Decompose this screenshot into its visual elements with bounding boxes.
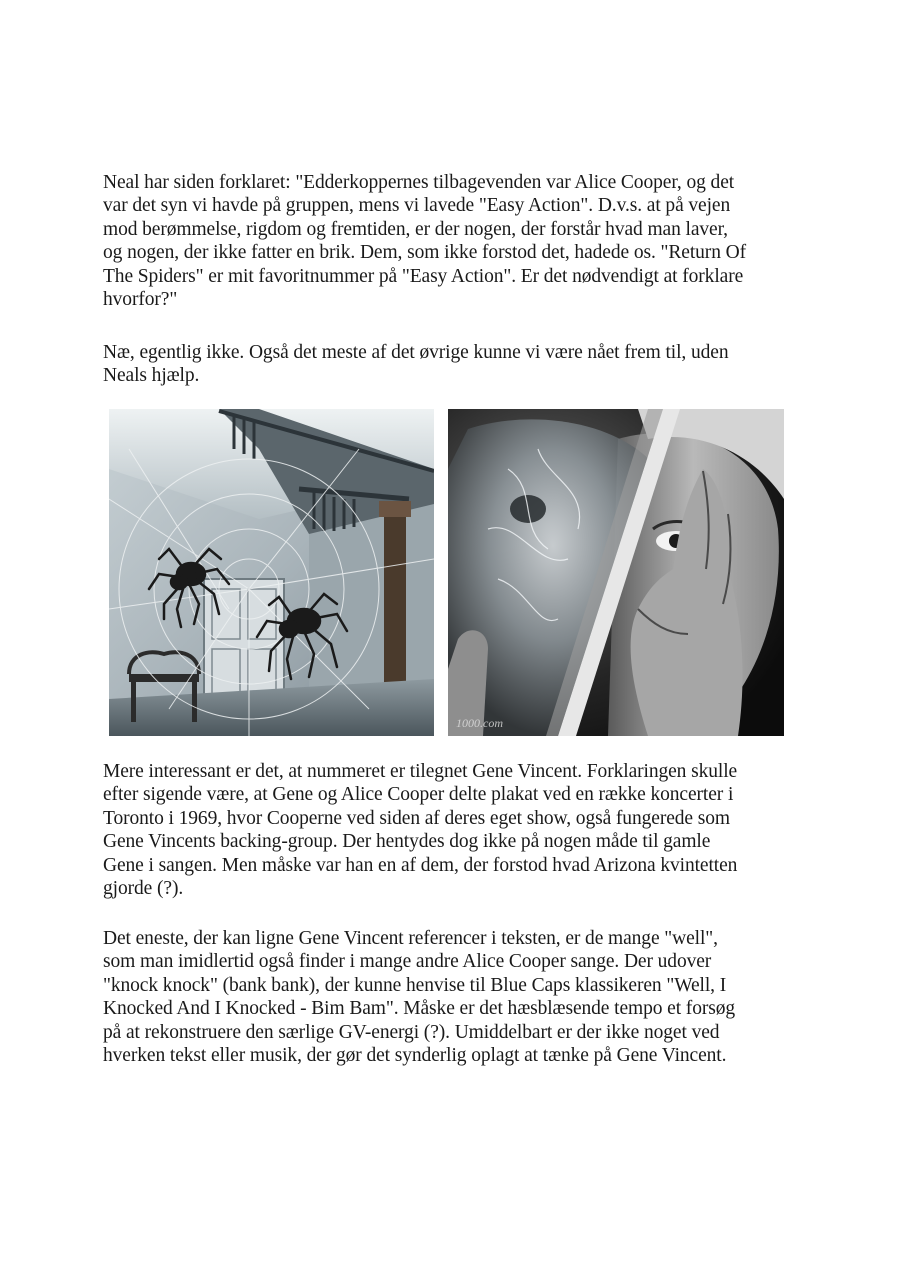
paragraph-2 bbox=[103, 341, 793, 388]
text-line: var det syn vi havde på gruppen, mens vi lavede "Easy Action". D.v.s. at på vejen bbox=[103, 195, 731, 217]
text-line: "knock knock" (bank bank), der kunne henvise til Blue Caps klassikeren "Well, I bbox=[103, 974, 727, 996]
xray-face-photo bbox=[448, 409, 784, 736]
xray-face-illustration bbox=[448, 409, 784, 736]
text-line: Mere interessant er det, at nummeret er tilegnet Gene Vincent. Forklaringen skulle bbox=[103, 761, 738, 782]
text-line: mod berømmelse, rigdom og fremtiden, er der nogen, der forstår hvad man laver, bbox=[103, 218, 728, 240]
spider-hall-photo bbox=[109, 409, 434, 736]
text-line: Næ, egentlig ikke. Også det meste af det øvrige kunne vi være nået frem til, uden bbox=[103, 342, 729, 363]
text-line: Gene Vincents backing-group. Der hentydes dog ikke på nogen måde til gamle bbox=[103, 831, 711, 853]
text-line: Knocked And I Knocked - Bim Bam". Måske er det hæsblæsende tempo et forsøg bbox=[103, 998, 736, 1020]
text-line: Gene i sangen. Men måske var han en af dem, der forstod hvad Arizona kvintetten bbox=[103, 854, 738, 876]
text-line: Neals hjælp. bbox=[103, 365, 200, 387]
text-line: Neal har siden forklaret: "Edderkoppernes tilbagevenden var Alice Cooper, og det bbox=[103, 172, 735, 193]
text-line: The Spiders" er mit favoritnummer på "Easy Action". Er det nødvendigt at forklare bbox=[103, 265, 744, 287]
paragraph-3 bbox=[103, 760, 793, 900]
text-line: hvorfor?" bbox=[103, 289, 178, 311]
text-line: Toronto i 1969, hvor Cooperne ved siden af deres eget show, også fungerede som bbox=[103, 807, 730, 829]
watermark: 1000.com bbox=[456, 716, 503, 730]
text-line: og nogen, der ikke fatter en brik. Dem, som ikke forstod det, hadede os. "Return Of bbox=[103, 242, 746, 264]
text-line: som man imidlertid også finder i mange andre Alice Cooper sange. Der udover bbox=[103, 951, 712, 973]
spider-hall-illustration bbox=[109, 409, 434, 736]
text-line: Det eneste, der kan ligne Gene Vincent referencer i teksten, er de mange "well", bbox=[103, 928, 718, 949]
paragraph-4 bbox=[103, 927, 793, 1067]
text-line: hverken tekst eller musik, der gør det synderlig oplagt at tænke på Gene Vincent. bbox=[103, 1045, 727, 1067]
text-line: på at rekonstruere den særlige GV-energi (?). Umiddelbart er der ikke noget ved bbox=[103, 1021, 720, 1043]
paragraph-1 bbox=[103, 171, 793, 311]
text-line: gjorde (?). bbox=[103, 878, 184, 900]
text-line: efter sigende være, at Gene og Alice Cooper delte plakat ved en række koncerter i bbox=[103, 784, 734, 806]
